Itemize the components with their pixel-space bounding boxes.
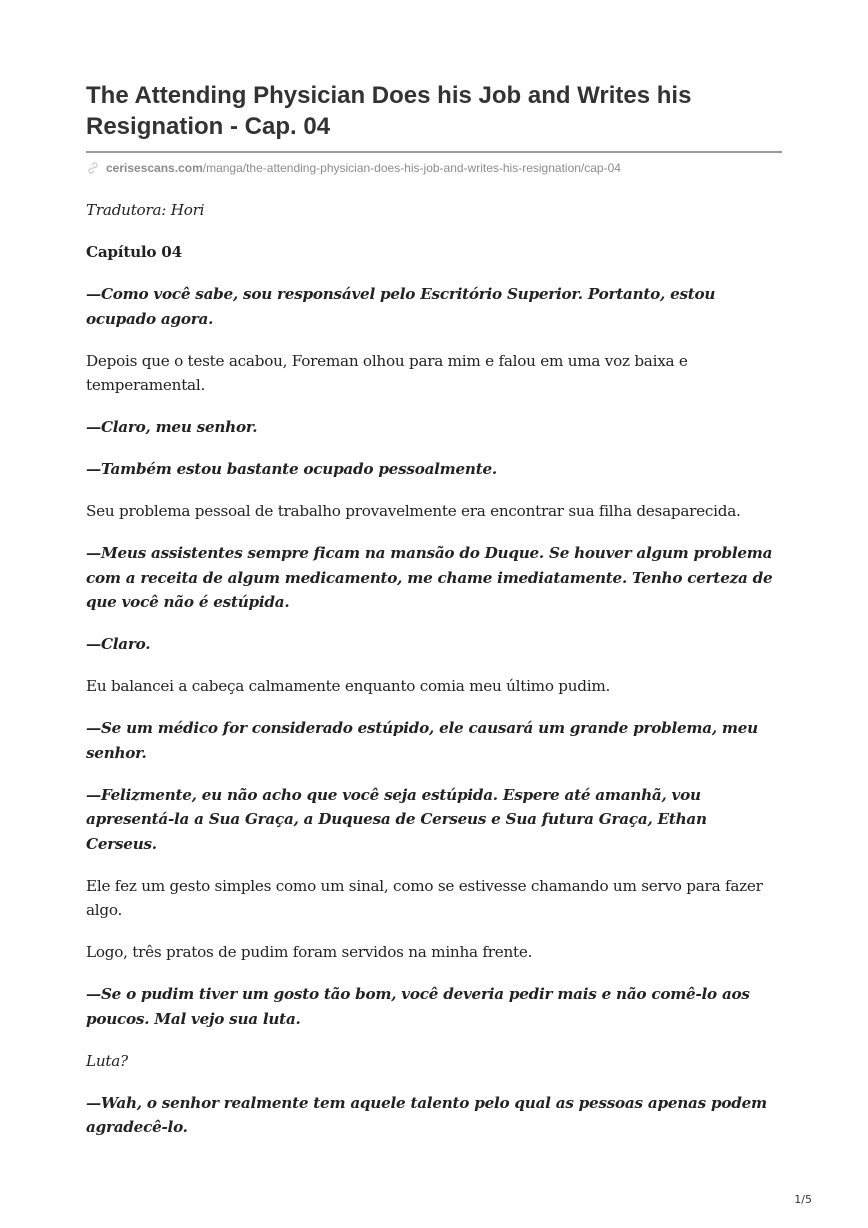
source-url[interactable] xyxy=(86,160,782,176)
paragraph: Depois que o teste acabou, Foreman olhou para mim e falou em uma voz baixa e temperamental. xyxy=(86,351,688,394)
paragraph: Tradutora: Hori xyxy=(86,201,205,219)
paragraph: —Meus assistentes sempre ficam na mansão do Duque. Se houver algum problema com a receita de algum medicamento, me chame imediatamente. Tenho certeza de que você não é estúpida. xyxy=(86,544,773,611)
paragraph: —Também estou bastante ocupado pessoalmente. xyxy=(86,460,497,478)
source-path[interactable]: /manga/the-attending-physician-does-his-job-and-writes-his-resignation/cap-04 xyxy=(202,161,621,175)
paragraph: —Claro, meu senhor. xyxy=(86,418,258,436)
page-number: 1/5 xyxy=(794,1193,812,1206)
document-page xyxy=(86,80,782,1157)
paragraph: —Se o pudim tiver um gosto tão bom, você deveria pedir mais e não comê-lo aos poucos. Mal vejo sua luta. xyxy=(86,985,750,1028)
chapter-content xyxy=(86,198,782,1140)
title-divider xyxy=(86,151,782,153)
paragraph: Capítulo 04 xyxy=(86,243,182,261)
paragraph: Ele fez um gesto simples como um sinal, como se estivesse chamando um servo para fazer algo. xyxy=(86,876,763,919)
paragraph: —Wah, o senhor realmente tem aquele talento pelo qual as pessoas apenas podem agradecê-lo. xyxy=(86,1093,767,1136)
page-title: The Attending Physician Does his Job and Writes his Resignation - Cap. 04 xyxy=(86,82,692,140)
paragraph: Eu balancei a cabeça calmamente enquanto comia meu último pudim. xyxy=(86,677,611,695)
paragraph: —Como você sabe, sou responsável pelo Escritório Superior. Portanto, estou ocupado agora. xyxy=(86,285,716,328)
paragraph: Seu problema pessoal de trabalho provavelmente era encontrar sua filha desaparecida. xyxy=(86,502,741,520)
source-domain[interactable]: cerisescans.com xyxy=(106,161,203,175)
paragraph: —Se um médico for considerado estúpido, ele causará um grande problema, meu senhor. xyxy=(86,719,758,762)
paragraph: —Felizmente, eu não acho que você seja estúpida. Espere até amanhã, vou apresentá-la a Sua Graça, a Duquesa de Cerseus e Sua futura Graça, Ethan Cerseus. xyxy=(86,785,707,853)
link-icon xyxy=(86,161,100,175)
paragraph: Logo, três pratos de pudim foram servidos na minha frente. xyxy=(86,943,533,961)
paragraph: Luta? xyxy=(86,1051,128,1070)
paragraph: —Claro. xyxy=(86,635,151,653)
